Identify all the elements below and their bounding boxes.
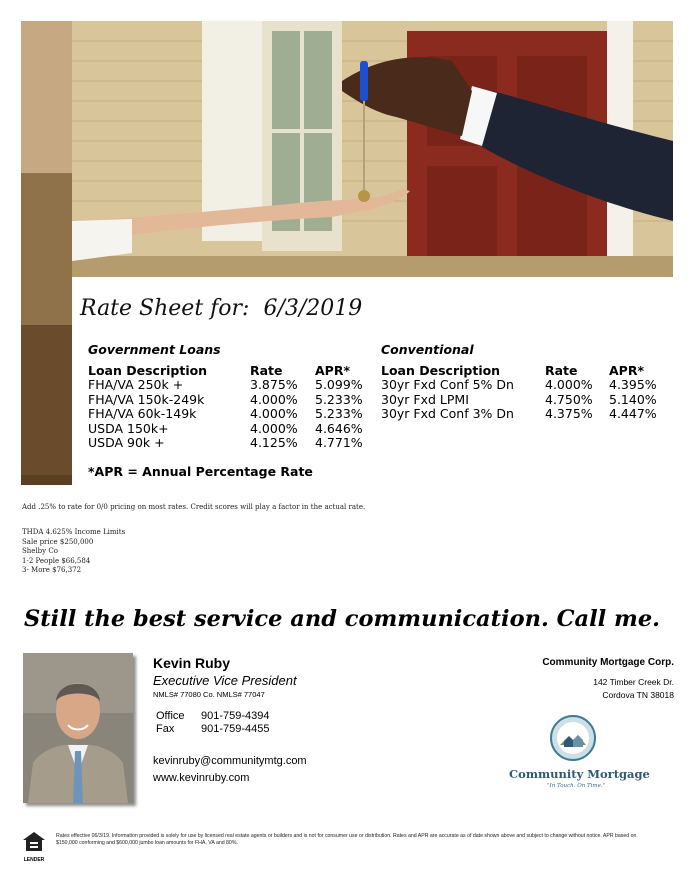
company-address-line-2: Cordova TN 38018	[602, 690, 674, 700]
table-row	[88, 378, 378, 393]
company-logo-name: Community Mortgage	[509, 767, 650, 781]
table-row	[381, 393, 681, 408]
loan-apr: 4.771%	[315, 435, 363, 450]
thda-line: 3- More $76,372	[22, 566, 82, 575]
loan-rate: 4.000%	[545, 377, 593, 392]
eho-label: LENDER	[23, 857, 45, 863]
loan-apr: 4.646%	[315, 420, 363, 436]
community-mortgage-logo-icon	[550, 715, 596, 761]
conventional-column-headers	[381, 364, 681, 379]
loan-description: FHA/VA 150k-249k	[88, 391, 205, 407]
conventional-loans-heading: Conventional	[381, 342, 474, 357]
loan-apr: 4.447%	[609, 406, 657, 421]
loan-description: USDA 150k+	[88, 420, 169, 436]
col-loan-description: Loan Description	[381, 362, 501, 378]
loan-rate: 4.000%	[250, 420, 298, 436]
tagline: Still the best service and communication. Call me.	[24, 606, 660, 632]
loan-apr: 5.233%	[315, 406, 363, 421]
thda-income-limits	[22, 528, 125, 576]
loan-description: 30yr Fxd Conf 3% Dn	[381, 406, 514, 421]
decor-stripe-3	[21, 325, 72, 475]
thda-line: Sale price $250,000	[22, 537, 94, 546]
loan-description: 30yr Fxd LPMI	[381, 391, 469, 407]
loan-rate: 4.000%	[250, 406, 298, 421]
disclaimer: Rates effective 06/3/19. Information provided is solely for use by licensed real estate agents or builders and is not for consumer use or distribution. Rates and APR are accurate as of date shown above and subject to change without notice. APR based on $150,000 conforming and $600,000 jumbo loan amounts for FHA, VA and 80%.	[56, 833, 637, 846]
table-row	[381, 378, 681, 393]
government-loans-table	[88, 343, 378, 451]
rate-sheet-date: 6/3/2019	[263, 296, 363, 321]
col-loan-description: Loan Description	[88, 362, 208, 378]
loan-apr: 5.140%	[609, 391, 657, 407]
col-rate: Rate	[250, 362, 283, 378]
apr-definition: *APR = Annual Percentage Rate	[88, 464, 313, 479]
thda-line: Shelby Co	[22, 547, 58, 556]
thda-line: 1-2 People $66,584	[22, 556, 91, 565]
company-logo-tagline: "In Touch. On Time."	[547, 783, 606, 789]
col-apr: APR*	[315, 362, 350, 378]
decor-stripe-1	[21, 21, 72, 173]
company-name: Community Mortgage Corp.	[542, 657, 674, 668]
rate-sheet-title	[80, 296, 362, 321]
hero-key-handoff-image	[72, 21, 673, 277]
col-rate: Rate	[545, 362, 578, 378]
loan-description: FHA/VA 250k +	[88, 377, 184, 392]
loan-rate: 4.375%	[545, 406, 593, 421]
pricing-note: Add .25% to rate for 0/0 pricing on most rates. Credit scores will play a factor in the actual rate.	[22, 503, 366, 511]
agent-name: Kevin Ruby	[153, 655, 231, 671]
decor-stripe-4	[21, 475, 72, 485]
office-label: Office	[156, 710, 185, 722]
agent-photo	[23, 653, 133, 803]
conventional-loans-table	[381, 343, 681, 422]
agent-email-link[interactable]: kevinruby@communitymtg.com	[153, 755, 307, 767]
table-row	[88, 407, 378, 422]
government-loans-heading: Government Loans	[88, 342, 221, 357]
loan-description: USDA 90k +	[88, 435, 165, 450]
rate-sheet-label: Rate Sheet for:	[80, 296, 250, 321]
loan-apr: 5.099%	[315, 377, 363, 392]
col-apr: APR*	[609, 362, 644, 378]
table-row	[88, 422, 378, 437]
agent-website-link[interactable]: www.kevinruby.com	[153, 772, 250, 784]
loan-rate: 4.125%	[250, 435, 298, 450]
loan-rate: 4.000%	[250, 391, 298, 407]
table-row	[88, 393, 378, 408]
fax-label: Fax	[156, 723, 175, 735]
equal-housing-lender-icon	[22, 831, 46, 861]
loan-description: FHA/VA 60k-149k	[88, 406, 197, 421]
decor-stripe-2	[21, 173, 72, 325]
agent-title: Executive Vice President	[153, 673, 297, 688]
loan-apr: 5.233%	[315, 391, 363, 407]
office-phone[interactable]: 901-759-4394	[201, 710, 270, 722]
loan-rate: 4.750%	[545, 391, 593, 407]
loan-description: 30yr Fxd Conf 5% Dn	[381, 377, 514, 392]
loan-rate: 3.875%	[250, 377, 298, 392]
company-address-line-1: 142 Timber Creek Dr.	[593, 677, 674, 687]
table-row	[381, 407, 681, 422]
agent-nmls: NMLS# 77080 Co. NMLS# 77047	[153, 690, 265, 699]
government-column-headers	[88, 364, 378, 379]
loan-apr: 4.395%	[609, 377, 657, 392]
table-row	[88, 436, 378, 451]
thda-line: THDA 4.625% Income Limits	[22, 528, 126, 536]
fax-phone: 901-759-4455	[201, 723, 270, 735]
